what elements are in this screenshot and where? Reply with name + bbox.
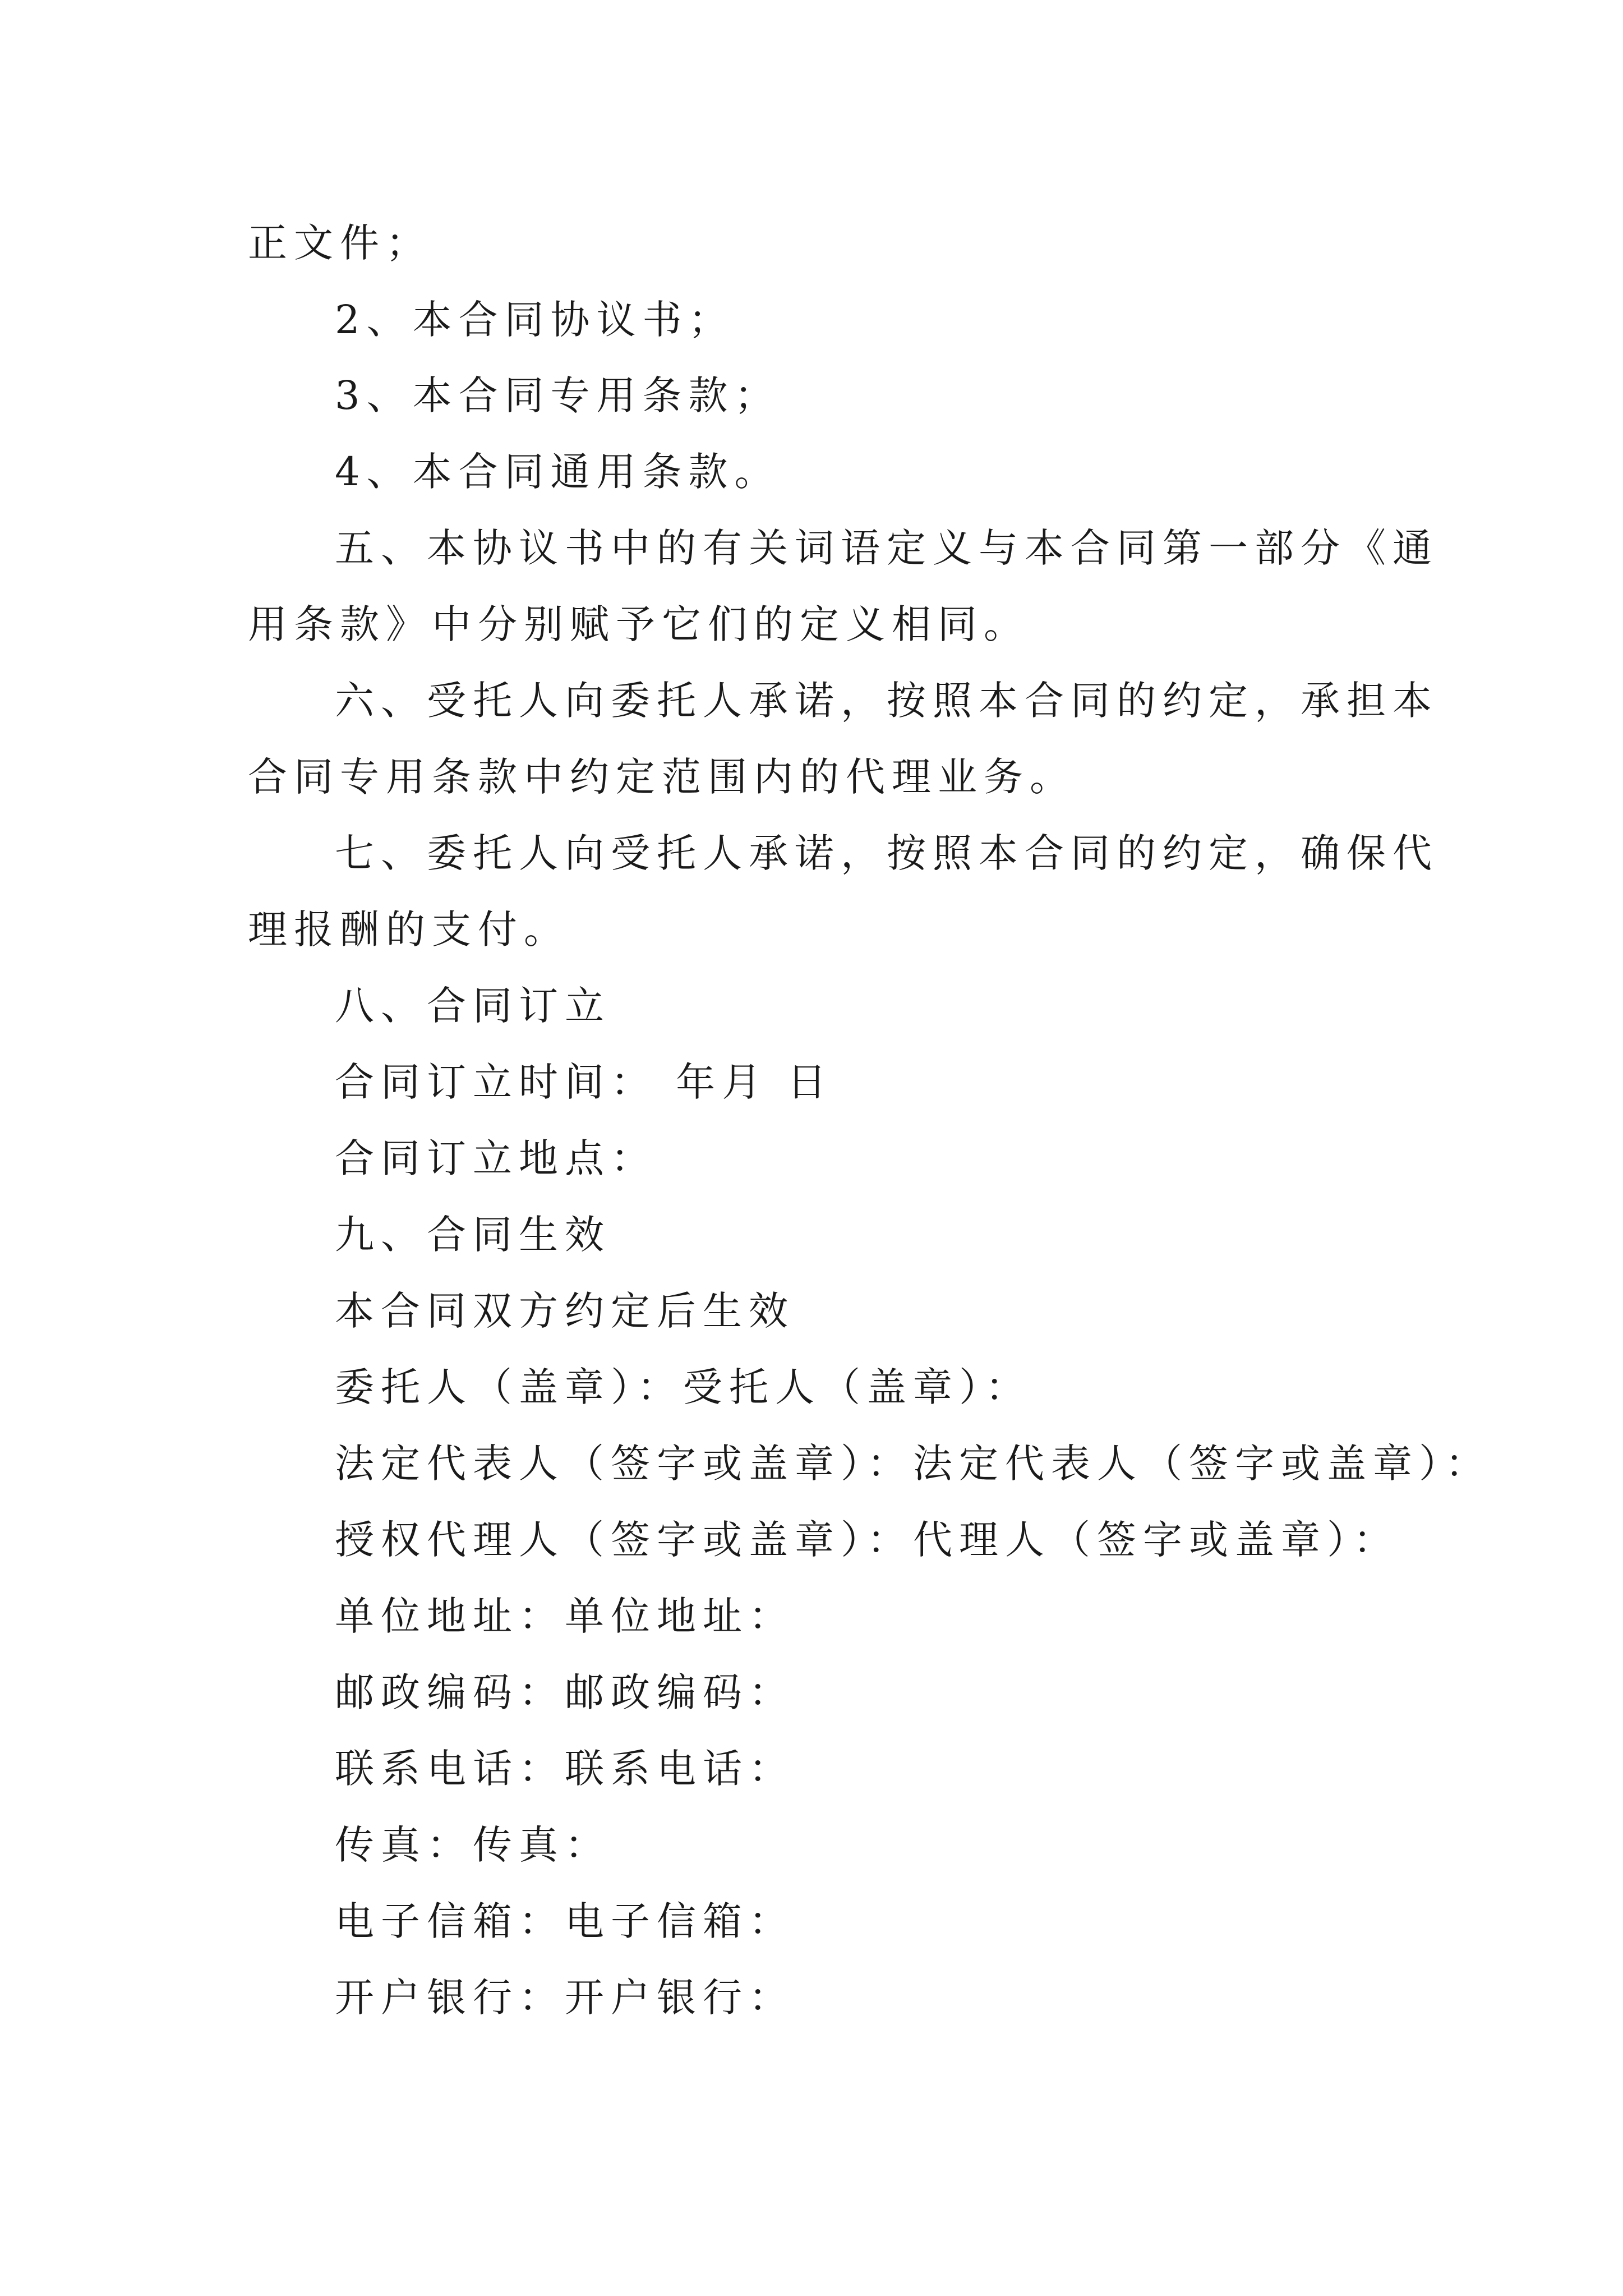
clause-9-heading: 九、合同生效 [335,1212,611,1258]
unit-address: 单位地址：单位地址： [335,1593,795,1639]
list-item-3: 3、本合同专用条款； [335,372,781,418]
list-item-2: 2、本合同协议书； [335,297,735,343]
clause-8-heading: 八、合同订立 [335,983,611,1029]
email: 电子信箱：电子信箱： [335,1898,795,1944]
clause-7: 七、委托人向受托人承诺，按照本合同的约定，确保代 [335,830,1438,876]
clause-7-continuation: 理报酬的支付。 [248,907,570,953]
bank: 开户银行：开户银行： [335,1975,795,2021]
signing-date: 合同订立时间： 年月 日 [335,1059,833,1105]
text-line-continuation: 正文件； [248,220,432,266]
fax: 传真：传真： [335,1822,611,1868]
party-seals: 委托人（盖章）：受托人（盖章）： [335,1364,1031,1410]
signing-place: 合同订立地点： [335,1135,657,1181]
clause-5: 五、本协议书中的有关词语定义与本合同第一部分《通 [335,525,1438,571]
postal-code: 邮政编码：邮政编码： [335,1669,795,1715]
clause-6-continuation: 合同专用条款中约定范围内的代理业务。 [248,754,1076,800]
authorized-agents: 授权代理人（签字或盖章）：代理人（签字或盖章）： [335,1517,1399,1563]
contact-phone: 联系电话：联系电话： [335,1746,795,1792]
clause-6: 六、受托人向委托人承诺，按照本合同的约定，承担本 [335,678,1438,724]
list-item-4: 4、本合同通用条款。 [335,449,781,495]
legal-representatives: 法定代表人（签字或盖章）：法定代表人（签字或盖章）： [335,1441,1491,1487]
effectiveness-statement: 本合同双方约定后生效 [335,1288,795,1334]
clause-5-continuation: 用条款》中分别赋予它们的定义相同。 [248,601,1030,647]
